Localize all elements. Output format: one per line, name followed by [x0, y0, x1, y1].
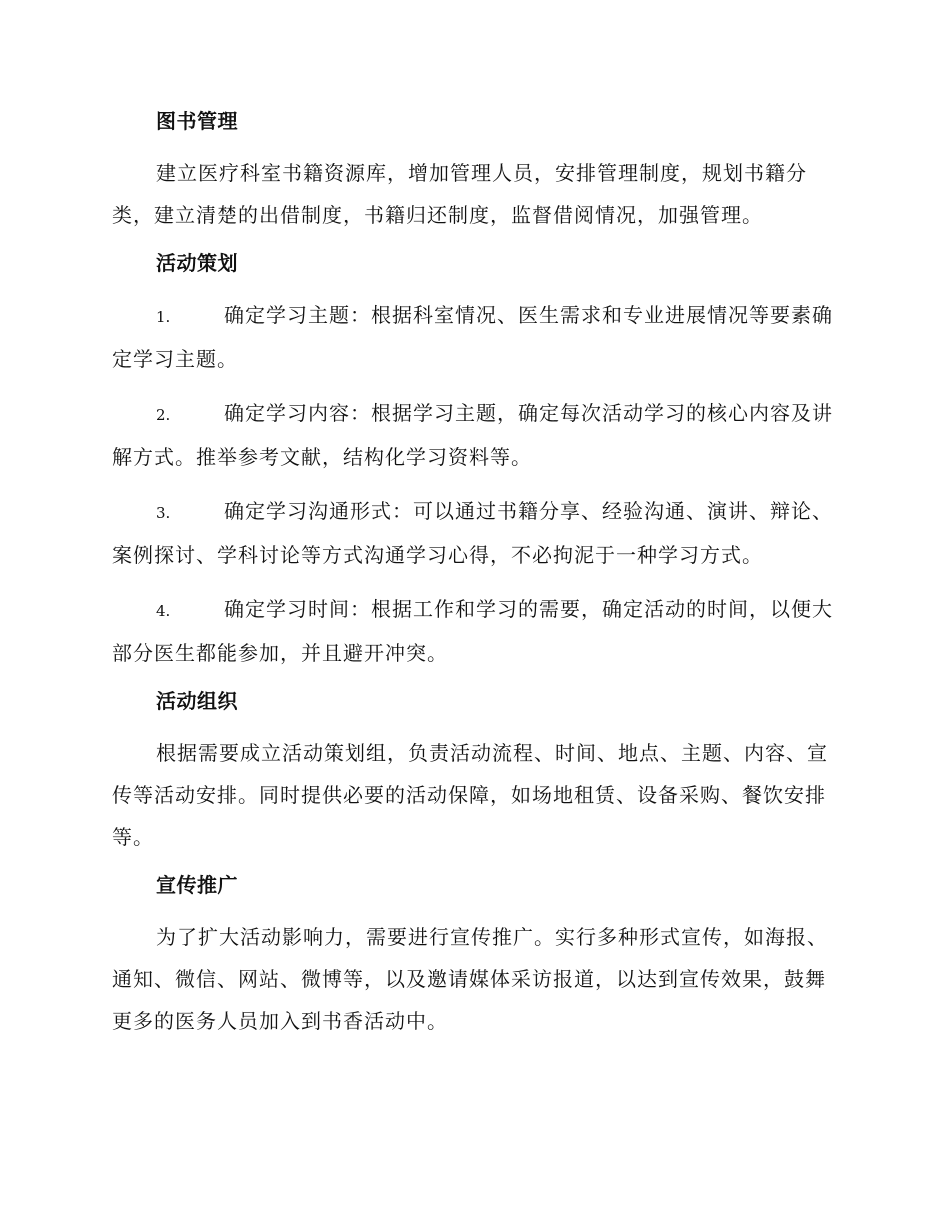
list-item-number: 1. — [156, 308, 171, 326]
section-paragraph-promotion: 为了扩大活动影响力，需要进行宣传推广。实行多种形式宣传，如海报、通知、微信、网站、微博等，以及邀请媒体采访报道，以达到宣传效果，鼓舞更多的医务人员加入到书香活动中。 — [112, 925, 828, 1033]
list-item-number: 3. — [156, 504, 171, 522]
document-body — [112, 106, 840, 1054]
list-item — [112, 294, 840, 380]
section-heading-book-management: 图书管理 — [156, 109, 238, 133]
list-item — [112, 588, 840, 674]
list-item-text: 确定学习时间：根据工作和学习的需要，确定活动的时间，以便大部分医生都能参加，并且避开冲突。 — [112, 597, 833, 665]
section-paragraph-activity-organization: 根据需要成立活动策划组，负责活动流程、时间、地点、主题、内容、宣传等活动安排。同时提供必要的活动保障，如场地租赁、设备采购、餐饮安排等。 — [112, 741, 828, 849]
list-item-text: 确定学习内容：根据学习主题，确定每次活动学习的核心内容及讲解方式。推举参考文献，结构化学习资料等。 — [112, 401, 833, 469]
section-heading-activity-planning: 活动策划 — [156, 251, 238, 275]
section-heading-activity-organization: 活动组织 — [156, 689, 238, 713]
list-item — [112, 490, 840, 576]
section-heading-promotion: 宣传推广 — [156, 873, 238, 897]
list-item-number: 4. — [156, 602, 171, 620]
section-paragraph-book-management: 建立医疗科室书籍资源库，增加管理人员，安排管理制度，规划书籍分类，建立清楚的出借制度，书籍归还制度，监督借阅情况，加强管理。 — [112, 161, 807, 227]
list-item-text: 确定学习主题：根据科室情况、医生需求和专业进展情况等要素确定学习主题。 — [112, 303, 833, 371]
list-item — [112, 392, 840, 478]
list-item-number: 2. — [156, 406, 171, 424]
list-item-text: 确定学习沟通形式：可以通过书籍分享、经验沟通、演讲、辩论、案例探讨、学科讨论等方式沟通学习心得，不必拘泥于一种学习方式。 — [112, 499, 833, 567]
